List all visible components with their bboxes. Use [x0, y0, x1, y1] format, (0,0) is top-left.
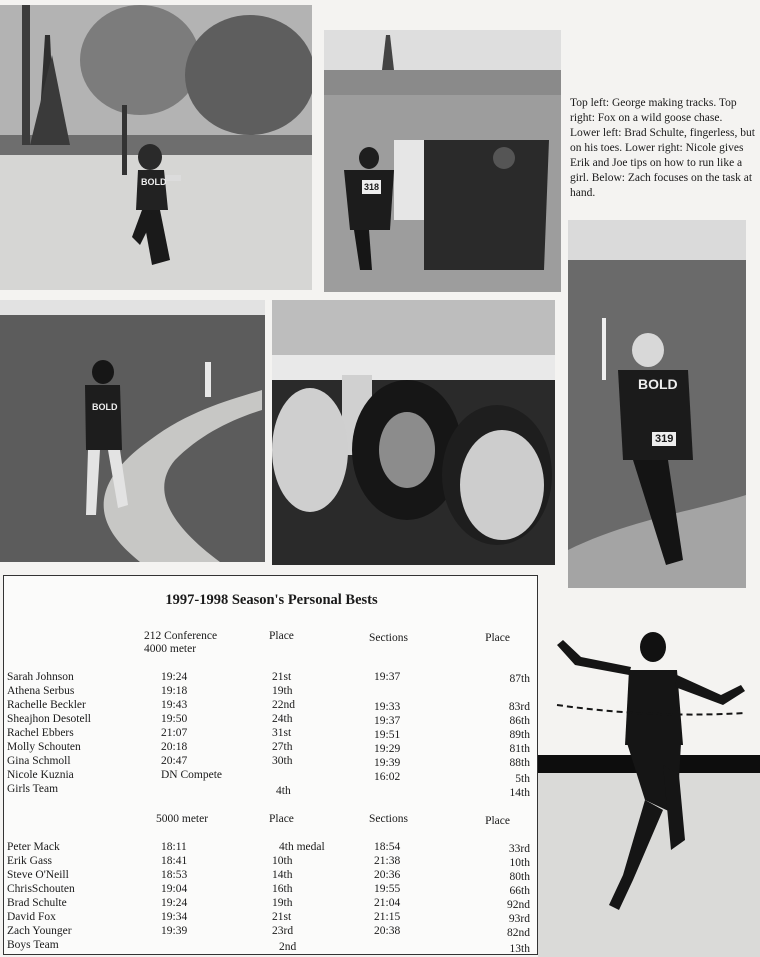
- conference-place: 19th: [272, 897, 293, 909]
- runner-name: Molly Schouten: [7, 741, 81, 753]
- bib-fox: 318: [364, 182, 380, 192]
- conference-place: 27th: [272, 741, 293, 753]
- photo-nicole-erik-joe-image: [272, 300, 555, 565]
- photo-caption: Top left: George making tracks. Top right: Fox on a wild goose chase. Lower left: Brad Schulte, fingerless, but on his toes. Lower right: Nicole gives Erik and Joe tips on how to run like a girl. Below: Zach focuses on the task at hand.: [570, 97, 755, 199]
- sections-time: 21:15: [374, 911, 401, 923]
- sections-time: 19:51: [374, 729, 401, 741]
- sections-time: 19:29: [374, 743, 401, 755]
- girls-col1-subheader: 4000 meter: [144, 643, 197, 655]
- photo-fox-image: [324, 30, 561, 292]
- conference-place: 4th medal: [279, 841, 325, 853]
- sections-time: 16:02: [374, 771, 401, 783]
- conference-time: 18:53: [161, 869, 188, 881]
- conference-time: 19:18: [161, 685, 188, 697]
- photo-george: [0, 5, 312, 290]
- sections-place: 13th: [509, 943, 530, 955]
- runner-name: Sheajhon Desotell: [7, 713, 91, 725]
- conference-time: 19:24: [161, 897, 188, 909]
- sections-time: 20:36: [374, 869, 401, 881]
- conference-time: 19:04: [161, 883, 188, 895]
- conference-time: 18:41: [161, 855, 188, 867]
- sections-place: 80th: [509, 871, 530, 883]
- girls-col4-header: Place: [485, 632, 510, 644]
- sections-place: 81th: [509, 743, 530, 755]
- sections-place: 83rd: [508, 701, 530, 713]
- girls-col3-header: Sections: [369, 632, 408, 644]
- sections-time: 19:33: [374, 701, 401, 713]
- sections-time: 19:55: [374, 883, 401, 895]
- photo-zach: [568, 220, 746, 588]
- conference-place: 23rd: [272, 925, 294, 937]
- bib-brad: BOLD: [92, 402, 118, 412]
- conference-place: 31st: [272, 727, 292, 739]
- boys-col2-header: Place: [269, 813, 294, 825]
- sections-place: 87th: [509, 673, 530, 685]
- conference-place: 21st: [272, 911, 292, 923]
- conference-place: 16th: [272, 883, 293, 895]
- personal-bests-table: [3, 575, 538, 955]
- table-title: 1997-1998 Season's Personal Bests: [165, 592, 378, 608]
- runner-name: Nicole Kuznia: [7, 769, 74, 781]
- runner-silhouette-icon: [545, 625, 755, 925]
- girls-col2-header: Place: [269, 630, 294, 642]
- photo-brad-image: [0, 300, 265, 562]
- conference-place: 21st: [272, 671, 292, 683]
- boys-col1-header: 5000 meter: [156, 813, 209, 825]
- sections-place: 88th: [509, 757, 530, 769]
- conference-place: 19th: [272, 685, 293, 697]
- sections-place: 5th: [515, 773, 530, 785]
- conference-place: 14th: [272, 869, 293, 881]
- runner-name: Steve O'Neill: [7, 869, 69, 881]
- sections-place: 92nd: [507, 899, 530, 911]
- bib-zach: 319: [652, 432, 676, 446]
- runner-name: ChrisSchouten: [7, 883, 75, 895]
- photo-zach-image: [568, 220, 746, 588]
- conference-time: 20:18: [161, 741, 188, 753]
- sections-place: 93rd: [508, 913, 530, 925]
- conference-place: 30th: [272, 755, 293, 767]
- sections-time: 21:38: [374, 855, 401, 867]
- sections-place: 14th: [509, 787, 530, 799]
- photo-george-image: [0, 5, 312, 290]
- boys-col4-header: Place: [485, 815, 510, 827]
- sections-time: 18:54: [374, 841, 401, 853]
- shirt-zach: BOLD: [638, 376, 678, 392]
- conference-time: 20:47: [161, 755, 188, 767]
- runner-name: Sarah Johnson: [7, 671, 74, 683]
- sections-place: 89th: [509, 729, 530, 741]
- sections-place: 82nd: [507, 927, 530, 939]
- runner-name: Brad Schulte: [7, 897, 67, 909]
- conference-place: 2nd: [279, 941, 297, 953]
- runner-name: Peter Mack: [7, 841, 60, 853]
- photo-nicole-erik-joe: [272, 300, 555, 565]
- sections-time: 19:37: [374, 671, 401, 683]
- sections-place: 86th: [509, 715, 530, 727]
- runner-name: Girls Team: [7, 783, 59, 795]
- runner-name: Gina Schmoll: [7, 755, 71, 767]
- runner-name: Erik Gass: [7, 855, 53, 867]
- runner-name: Athena Serbus: [7, 685, 75, 697]
- boys-col3-header: Sections: [369, 813, 408, 825]
- sections-time: 19:37: [374, 715, 401, 727]
- conference-time: 19:39: [161, 925, 188, 937]
- conference-place: 24th: [272, 713, 293, 725]
- conference-time: 19:43: [161, 699, 188, 711]
- sections-place: 33rd: [508, 843, 530, 855]
- conference-place: 22nd: [272, 699, 295, 711]
- sections-time: 19:39: [374, 757, 401, 769]
- conference-time: 18:11: [161, 841, 187, 853]
- photo-brad: [0, 300, 265, 562]
- bib-george: BOLD: [141, 177, 167, 187]
- conference-time: DN Compete: [161, 769, 223, 781]
- girls-col1-header: 212 Conference: [144, 630, 218, 642]
- conference-time: 21:07: [161, 727, 188, 739]
- conference-place: 4th: [276, 785, 291, 797]
- photo-fox: [324, 30, 561, 292]
- sections-time: 20:38: [374, 925, 401, 937]
- sections-place: 66th: [509, 885, 530, 897]
- runner-name: Boys Team: [7, 939, 59, 951]
- sections-time: 21:04: [374, 897, 401, 909]
- runner-name: David Fox: [7, 911, 56, 923]
- conference-time: 19:34: [161, 911, 188, 923]
- conference-place: 10th: [272, 855, 293, 867]
- conference-time: 19:24: [161, 671, 188, 683]
- runner-name: Rachelle Beckler: [7, 699, 86, 711]
- sections-place: 10th: [509, 857, 530, 869]
- runner-name: Zach Younger: [7, 925, 72, 937]
- conference-time: 19:50: [161, 713, 188, 725]
- runner-name: Rachel Ebbers: [7, 727, 74, 739]
